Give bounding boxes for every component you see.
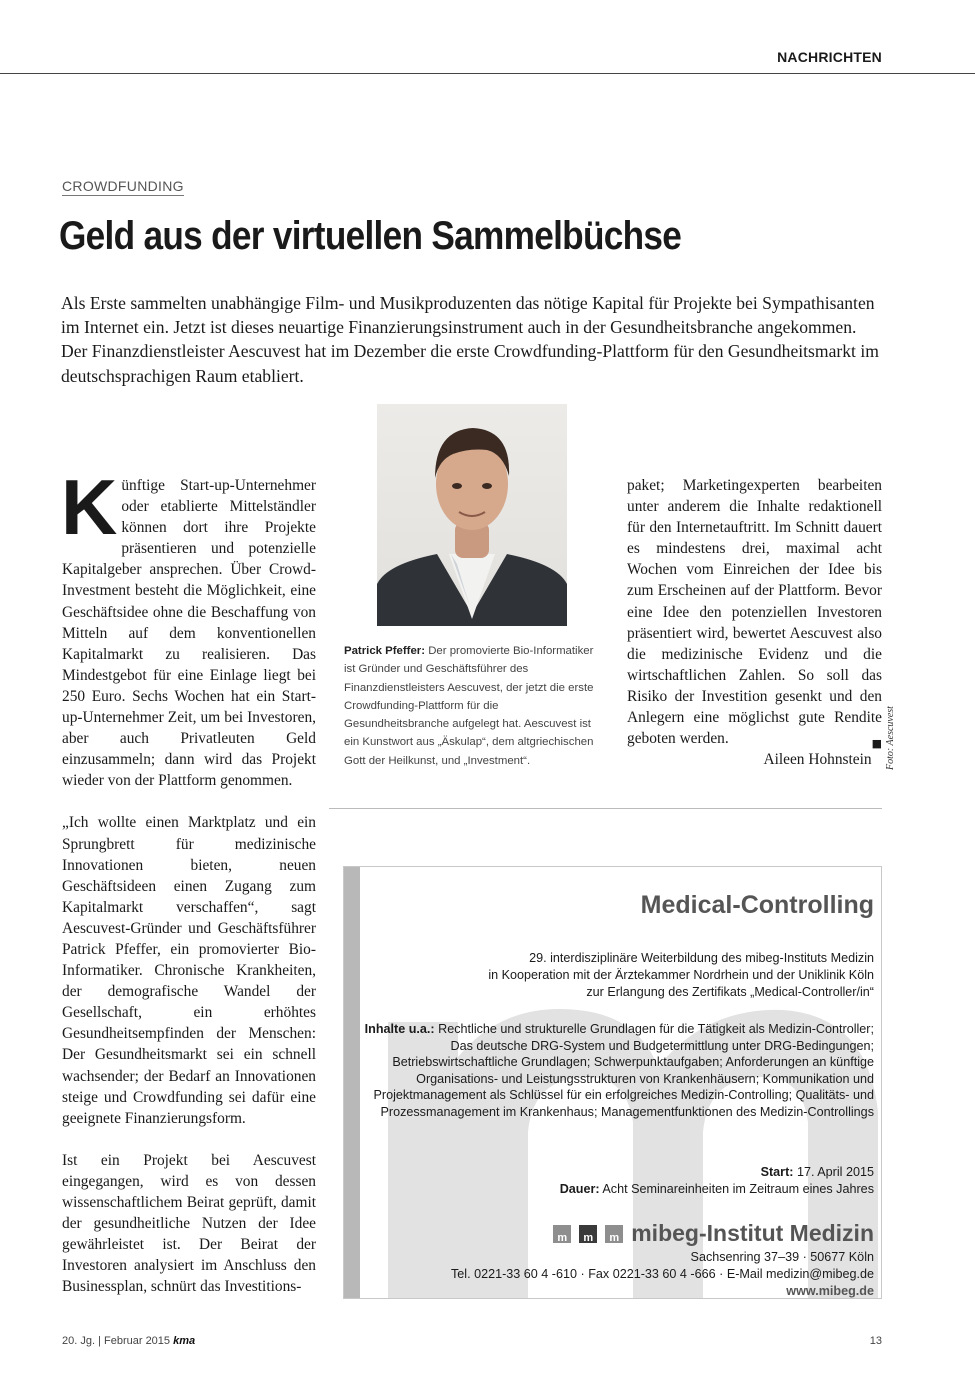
caption-name: Patrick Pfeffer: bbox=[344, 645, 426, 657]
ad-title: Medical-Controlling bbox=[640, 891, 874, 919]
header-rule bbox=[0, 73, 975, 74]
ad-url[interactable]: www.mibeg.de bbox=[786, 1284, 874, 1298]
ad-brand bbox=[553, 1220, 874, 1247]
ad-contact: Tel. 0221-33 60 4 -610 · Fax 0221-33 60 4 -666 · E-Mail medizin@mibeg.de bbox=[450, 1267, 874, 1281]
author-photo bbox=[377, 404, 567, 626]
ad-brand-name: mibeg-Institut Medizin bbox=[631, 1220, 874, 1246]
ad-subtitle-line-2: in Kooperation mit der Ärztekammer Nordrhein und der Uniklinik Köln bbox=[488, 968, 874, 983]
body-paragraph-4-text: paket; Marketingexperten bearbeiten unter anderem die Inhalte redaktionell für den Internetauftritt. Im Schnitt dauert es mindestens drei, maximal acht Wochen vom Einreichen der Idee bis zum Erscheinen auf der Plattform. Bevor eine Idee den potenziellen Investoren präsentiert wird, bewertet Aescuvest also die medizinische Evidenz und die wirtschaftlichen Zahlen. So soll das Risiko der Investition gesenkt und den Anlegern eine möglichst gute Rendite geboten werden. bbox=[627, 477, 882, 748]
body-paragraph-1-text: ünftige Start-up-Unternehmer oder etablierte Mittelständler können dort ihre Projekte präsentieren und potenzielle Kapitalgeber ansprechen. Über Crowd-Investment besteht die Möglichkeit, eine Geschäftsidee ohne die Beschaffung von Mitteln auf dem konventionellen Kapitalmarkt zu realisieren. Das Mindestgebot für eine Einlage liegt bei 250 Euro. Sechs Wochen hat ein Start-up-Unternehmer Zeit, um bei Investoren, aber auch Privatleuten Geld einzusammeln; dann wird das Projekt wieder von der Plattform genommen. bbox=[62, 477, 316, 790]
ad-address: Sachsenring 37–39 · 50677 Köln bbox=[690, 1250, 874, 1264]
body-column-left bbox=[61, 463, 316, 1297]
portrait-illustration bbox=[377, 404, 567, 626]
body-column-right bbox=[627, 475, 882, 770]
ad-start bbox=[474, 1164, 874, 1181]
article-kicker: CROWDFUNDING bbox=[62, 178, 184, 194]
article-author: Aileen Hohnstein bbox=[763, 751, 872, 769]
ad-start-value: 17. April 2015 bbox=[793, 1165, 874, 1179]
footer-issue bbox=[62, 1335, 195, 1347]
ad-duration-label: Dauer: bbox=[559, 1182, 600, 1197]
ad-subtitle-line-3: zur Erlangung des Zertifikats „Medical-Controller/in“ bbox=[586, 985, 874, 1000]
photo-credit: Foto: Aescuvest bbox=[885, 706, 896, 770]
advertisement bbox=[343, 866, 882, 1299]
section-label: NACHRICHTEN bbox=[777, 49, 882, 65]
ad-contents-text: Rechtliche und strukturelle Grundlagen für die Tätigkeit als Medizin-Controller; Das deutsche DRG-System und Budgetermittlung unter DRG-Bedingungen; Betriebswirtschaftliche Grundlagen; Schwerpunktaufgaben; Anforderungen an künftige Organisations- und Leistungsstrukturen von Krankenhäusern; Kommunikation und Projektmanagement als Schlüssel für ein erfolgreiches Medizin-Controlling; Qualitäts- und Prozessmanagement im Krankenhaus; Managementfunktionen des Medizin-Controllings bbox=[373, 1022, 874, 1119]
caption-text: Der promovierte Bio-Informatiker ist Gründer und Geschäftsführer des Finanzdienstleisters Aescuvest, der jetzt die erste Crowdfunding-Plattform für die Gesundheitsbranche aufgelegt hat. Aescuvest ist ein Kunstwort aus „Äskulap“, dem altgriechischen Gott der Heilkunst, und „Investment“. bbox=[344, 645, 594, 767]
article-lead: Als Erste sammelten unabhängige Film- und Musikproduzenten das nötige Kapital für Projekte bei Sympathisanten im Internet ein. Jetzt ist dieses neuartige Finanzierungsinstrument auch in der Gesundheitsbranche angekommen. Der Finanzdienstleister Aescuvest hat im Dezember die erste Crowdfunding-Plattform für den Gesundheitsmarkt im deutschsprachigen Raum etabliert. bbox=[61, 293, 879, 386]
ad-subtitle bbox=[374, 950, 874, 1001]
footer-magazine: kma bbox=[173, 1335, 196, 1347]
ad-address-block bbox=[394, 1249, 874, 1299]
body-paragraph-3: Ist ein Projekt bei Aescuvest eingegangen, wird es von dessen wissenschaftlichem Beirat geprüft, damit der gesundheitliche Nutzen der Idee gewährleistet ist. Der Beirat der Investoren analysiert im Anschluss den Businessplan, schnürt das Investitions- bbox=[62, 1151, 316, 1296]
page-number: 13 bbox=[869, 1335, 882, 1347]
ad-start-label: Start: bbox=[760, 1165, 794, 1179]
photo-caption bbox=[344, 642, 602, 770]
end-mark: ■ bbox=[871, 737, 882, 751]
mibeg-logo-box-2: m bbox=[579, 1225, 597, 1243]
ad-duration bbox=[474, 1181, 874, 1198]
ad-duration-value: Acht Seminareinheiten im Zeitraum eines Jahres bbox=[599, 1182, 874, 1197]
ad-dates bbox=[474, 1164, 874, 1198]
body-paragraph-2: „Ich wollte einen Marktplatz und ein Sprungbrett für medizinische Innovationen bieten, neuen Geschäftsideen einen Zugang zum Kapitalmarkt verschaffen“, sagt Aescuvest-Gründer und Geschäftsführer Patrick Pfeffer, ein promovierter Bio-Informatiker. Chronische Krankheiten, der demografische Wandel der Gesellschaft, ein erhöhtes Gesundheitsempfinden der Menschen: Der Gesundheitsmarkt sei ein schnell wachsender; der Bedarf an Innovationen steige und Crowdfunding sei dafür eine geeignete Finanzierungsform. bbox=[62, 814, 316, 1127]
footer-issue-text: 20. Jg. | Februar 2015 bbox=[62, 1335, 174, 1347]
mibeg-logo-box-1: m bbox=[553, 1225, 571, 1243]
mibeg-logo-box-3: m bbox=[605, 1225, 623, 1243]
ad-separator-rule bbox=[329, 808, 882, 809]
body-paragraph-1 bbox=[61, 463, 316, 791]
article-headline: Geld aus der virtuellen Sammelbüchse bbox=[59, 214, 682, 258]
drop-cap: K bbox=[61, 463, 118, 551]
body-paragraph-4 bbox=[627, 475, 882, 749]
ad-contents bbox=[354, 1021, 874, 1121]
ad-subtitle-line-1: 29. interdisziplinäre Weiterbildung des mibeg-Instituts Medizin bbox=[529, 951, 874, 965]
ad-contents-label: Inhalte u.a.: bbox=[364, 1022, 435, 1036]
